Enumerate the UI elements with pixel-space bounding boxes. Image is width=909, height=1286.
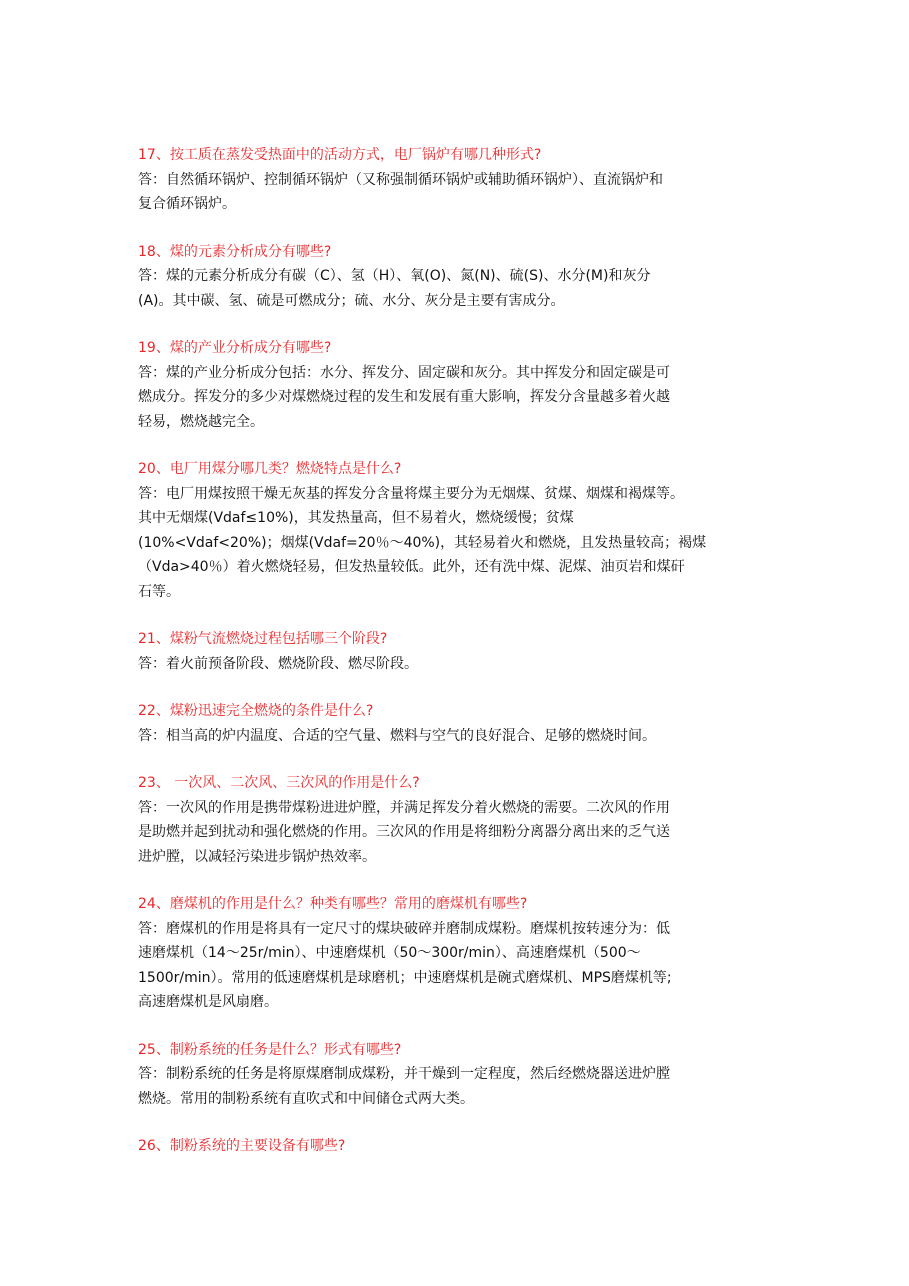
question-heading: 17、按工质在蒸发受热面中的活动方式，电厂锅炉有哪几种形式? bbox=[138, 147, 542, 163]
answer-line: 速磨煤机（14～25r/min）、中速磨煤机（50～300r/min）、高速磨煤机（500～ bbox=[138, 945, 641, 961]
answer-text bbox=[138, 361, 778, 435]
answer-line: 答：一次风的作用是携带煤粉进进炉膛，并满足挥发分着火燃烧的需要。二次风的作用 bbox=[138, 799, 670, 816]
answer-text bbox=[138, 796, 778, 870]
question-heading: 19、煤的产业分析成分有哪些? bbox=[138, 340, 332, 356]
question-heading: 23、 一次风、二次风、三次风的作用是什么? bbox=[138, 775, 420, 791]
answer-line: 答：自然循环锅炉、控制循环锅炉（又称强制循环锅炉或辅助循环锅炉）、直流锅炉和 bbox=[138, 171, 663, 188]
question-heading: 21、煤粉气流燃烧过程包括哪三个阶段? bbox=[138, 631, 388, 647]
answer-line: 其中无烟煤(Vdaf≤10%)，其发热量高，但不易着火，燃烧缓慢；贫煤 bbox=[138, 510, 574, 526]
qa-item-25 bbox=[138, 1038, 778, 1112]
question-heading: 25、制粉系统的任务是什么？形式有哪些? bbox=[138, 1041, 402, 1058]
answer-line: （Vda>40％）着火燃烧轻易，但发热量较低。此外，还有洗中煤、泥煤、油页岩和煤矸 bbox=[138, 559, 685, 575]
answer-line: 石等。 bbox=[138, 583, 180, 600]
answer-text bbox=[138, 482, 778, 605]
answer-line: 答：煤的产业分析成分包括：水分、挥发分、固定碳和灰分。其中挥发分和固定碳是可 bbox=[138, 364, 670, 381]
answer-line: 高速磨煤机是风扇磨。 bbox=[138, 994, 278, 1010]
qa-item-20 bbox=[138, 457, 778, 604]
answer-line: 燃成分。挥发分的多少对煤燃烧过程的发生和发展有重大影响，挥发分含量越多着火越 bbox=[138, 389, 670, 405]
answer-line: 答：磨煤机的作用是将具有一定尺寸的煤块破碎并磨制成煤粉。磨煤机按转速分为：低 bbox=[138, 920, 670, 937]
answer-text bbox=[138, 168, 778, 217]
answer-line: 答：着火前预备阶段、燃烧阶段、燃尽阶段。 bbox=[138, 655, 418, 672]
question-heading: 20、电厂用煤分哪几类？燃烧特点是什么? bbox=[138, 461, 402, 477]
document-page bbox=[138, 143, 778, 1159]
answer-line: 1500r/min）。常用的低速磨煤机是球磨机；中速磨煤机是碗式磨煤机、MPS磨煤机等; bbox=[138, 969, 672, 986]
answer-text bbox=[138, 917, 778, 1015]
answer-text bbox=[138, 652, 778, 677]
qa-item-24 bbox=[138, 892, 778, 1015]
qa-item-19 bbox=[138, 336, 778, 434]
question-heading: 24、磨煤机的作用是什么？种类有哪些？常用的磨煤机有哪些? bbox=[138, 896, 528, 912]
answer-text bbox=[138, 1062, 778, 1111]
answer-line: 答：制粉系统的任务是将原煤磨制成煤粉，并干燥到一定程度，然后经燃烧器送进炉膛 bbox=[138, 1066, 670, 1082]
answer-line: 进炉膛，以减轻污染进步锅炉热效率。 bbox=[138, 848, 376, 865]
qa-item-21 bbox=[138, 627, 778, 676]
answer-line: 答：相当高的炉内温度、合适的空气量、燃料与空气的良好混合、足够的燃烧时间。 bbox=[138, 727, 656, 744]
answer-line: (A)。其中碳、氢、硫是可燃成分；硫、水分、灰分是主要有害成分。 bbox=[138, 292, 565, 309]
question-heading: 18、煤的元素分析成分有哪些? bbox=[138, 243, 332, 260]
qa-item-26 bbox=[138, 1134, 778, 1159]
question-heading: 26、制粉系统的主要设备有哪些? bbox=[138, 1138, 346, 1154]
qa-item-23 bbox=[138, 771, 778, 869]
answer-line: 轻易，燃烧越完全。 bbox=[138, 413, 264, 430]
qa-item-22 bbox=[138, 699, 778, 748]
answer-line: 复合循环锅炉。 bbox=[138, 196, 236, 212]
qa-item-18 bbox=[138, 240, 778, 314]
qa-item-17 bbox=[138, 143, 778, 217]
question-heading: 22、煤粉迅速完全燃烧的条件是什么? bbox=[138, 703, 374, 719]
answer-line: (10%<Vdaf<20%)；烟煤(Vdaf=20％～40%)，其轻易着火和燃烧，且发热量较高；褐煤 bbox=[138, 534, 707, 551]
answer-text bbox=[138, 264, 778, 313]
answer-text bbox=[138, 724, 778, 749]
answer-line: 是助燃并起到扰动和强化燃烧的作用。三次风的作用是将细粉分离器分离出来的乏气送 bbox=[138, 824, 670, 840]
answer-line: 答：煤的元素分析成分有碳（C）、氢（H）、氧(O)、氮(N)、硫(S)、水分(M)和灰分 bbox=[138, 268, 651, 284]
answer-line: 燃烧。常用的制粉系统有直吹式和中间储仓式两大类。 bbox=[138, 1090, 474, 1107]
answer-line: 答：电厂用煤按照干燥无灰基的挥发分含量将煤主要分为无烟煤、贫煤、烟煤和褐煤等。 bbox=[138, 485, 684, 502]
